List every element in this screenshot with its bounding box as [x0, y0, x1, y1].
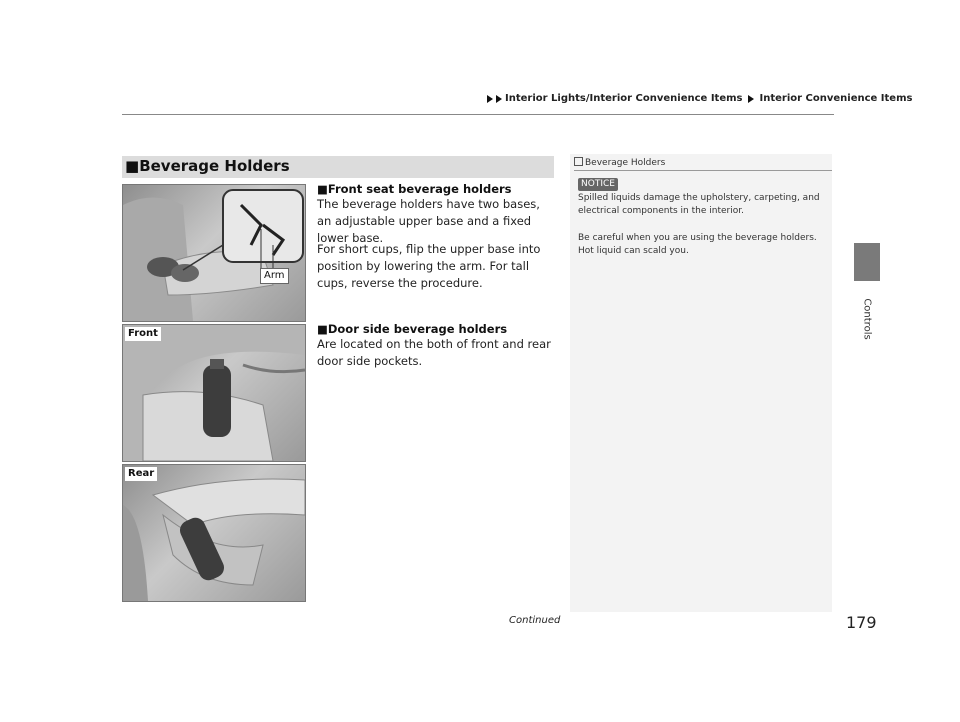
breadcrumb-item[interactable]: Interior Lights/Interior Convenience Items: [505, 93, 743, 104]
notice-text: Spilled liquids damage the upholstery, carpeting, and electrical components in the interior.: [578, 193, 820, 216]
section-title-text: Beverage Holders: [139, 157, 290, 175]
front-door-holder-illustration: [123, 325, 305, 461]
caution-text: Be careful when you are using the beverage holders. Hot liquid can scald you.: [578, 233, 817, 256]
breadcrumb-item[interactable]: Interior Convenience Items: [759, 93, 913, 104]
page-number: 179: [846, 613, 877, 632]
arm-callout-label: Arm: [260, 268, 289, 284]
chapter-tab-label[interactable]: [855, 294, 879, 344]
breadcrumb: [487, 93, 912, 104]
chapter-tab-marker: [854, 243, 880, 281]
notes-panel: [570, 154, 832, 612]
front-door-holder-image: [122, 324, 306, 462]
front-seat-paragraph-2: For short cups, flip the upper base into position by lowering the arm. For tall cups, reverse the procedure.: [317, 242, 541, 290]
notes-rule: [574, 170, 832, 171]
front-seat-holder-image: [122, 184, 306, 322]
reference-box-icon: [574, 157, 583, 166]
front-seat-holder-illustration: [123, 185, 305, 321]
door-side-paragraph: Are located on the both of front and rear door side pockets.: [317, 337, 551, 368]
chapter-tab-text: Controls: [861, 298, 873, 340]
section-marker: ■: [125, 157, 140, 175]
notes-heading-text: Beverage Holders: [585, 158, 666, 168]
rear-door-holder-image: [122, 464, 306, 602]
front-seat-paragraph-1: The beverage holders have two bases, an adjustable upper base and a fixed lower base.: [317, 197, 540, 245]
rear-label: Rear: [125, 467, 157, 481]
header-rule: [122, 114, 834, 115]
front-seat-heading: ■Front seat beverage holders: [317, 182, 512, 196]
door-side-heading: ■Door side beverage holders: [317, 322, 508, 336]
section-title: [125, 157, 290, 175]
notice-badge: NOTICE: [578, 178, 618, 191]
notes-heading: [574, 157, 665, 168]
chevron-right-icon: [748, 95, 754, 103]
rear-door-holder-illustration: [123, 465, 305, 601]
chevron-right-icon: [496, 95, 502, 103]
continued-label: Continued: [509, 615, 561, 626]
chevron-right-icon: [487, 95, 493, 103]
front-label: Front: [125, 327, 161, 341]
